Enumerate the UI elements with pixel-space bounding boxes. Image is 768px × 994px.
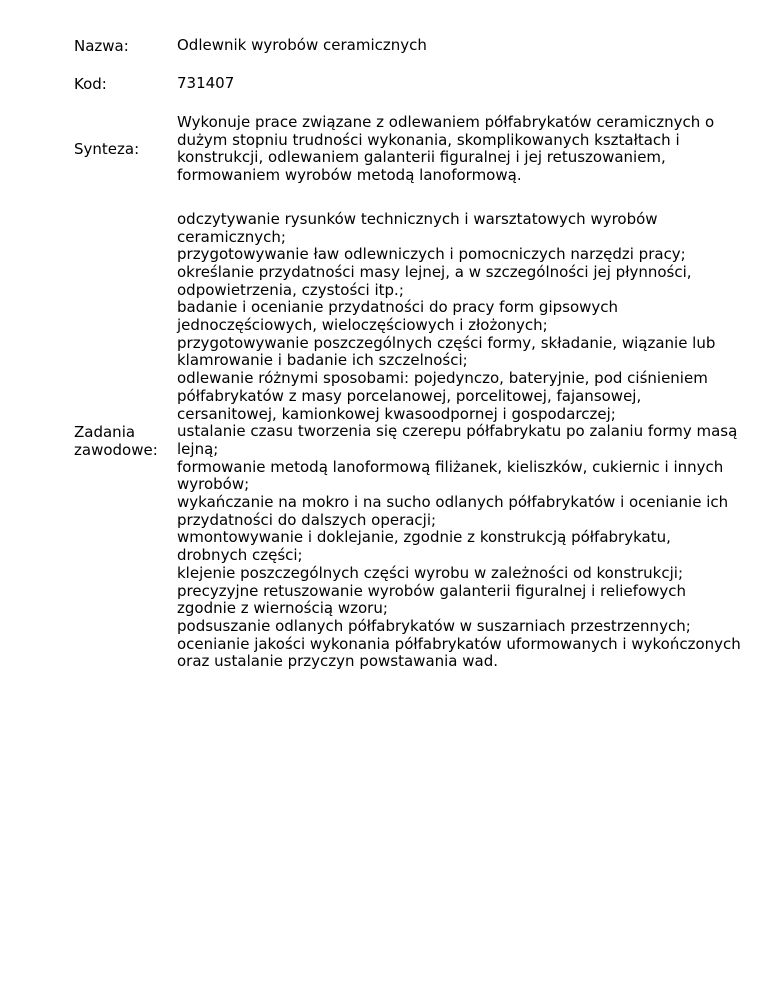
- task-item: wykańczanie na mokro i na sucho odlanych półfabrykatów i ocenianie ich przydatności do dalszych operacji;: [177, 493, 729, 529]
- synthesis-value: Wykonuje prace związane z odlewaniem półfabrykatów ceramicznych o dużym stopniu trudności wykonania, skomplikowanych kształtach i konstrukcji, odlewaniem galanterii figuralnej i jej retuszowaniem, formowaniem wyrobów metodą lanoformową.: [177, 113, 715, 185]
- task-item: ocenianie jakości wykonania półfabrykatów uformowanych i wykończonych oraz ustalanie przyczyn powstawania wad.: [177, 634, 741, 671]
- tasks-list: [177, 211, 744, 671]
- task-item: badanie i ocenianie przydatności do pracy form gipsowych jednoczęściowych, wieloczęściowych i złożonych;: [177, 298, 619, 335]
- synthesis-label: Synteza:: [74, 140, 140, 159]
- task-item: formowanie metodą lanoformową filiżanek, kieliszków, cukiernic i innych wyrobów;: [177, 457, 724, 494]
- code-label: Kod:: [74, 75, 107, 93]
- code-row: [74, 68, 744, 100]
- code-value: 731407: [177, 74, 235, 93]
- occupation-record: [74, 30, 744, 671]
- name-value: Odlewnik wyrobów ceramicznych: [177, 36, 427, 55]
- tasks-label: [74, 423, 177, 459]
- task-item: ustalanie czasu tworzenia się czerepu półfabrykatu po zalaniu formy masą lejną;: [177, 422, 738, 458]
- task-item: klejenie poszczególnych części wyrobu w zależności od konstrukcji;: [177, 563, 684, 582]
- task-item: przygotowywanie ław odlewniczych i pomocniczych narzędzi pracy;: [177, 245, 686, 264]
- task-item: podsuszanie odlanych półfabrykatów w suszarniach przestrzennych;: [177, 616, 691, 635]
- task-item: odczytywanie rysunków technicznych i warsztatowych wyrobów ceramicznych;: [177, 209, 658, 246]
- tasks-label-line1: Zadania: [74, 422, 136, 441]
- task-item: przygotowywanie poszczególnych części formy, składanie, wiązanie lub klamrowanie i badanie ich szczelności;: [177, 333, 716, 370]
- tasks-label-line2: zawodowe:: [74, 440, 158, 459]
- synthesis-row: [74, 114, 744, 185]
- task-item: precyzyjne retuszowanie wyrobów galanterii figuralnej i reliefowych zgodnie z wiernością wzoru;: [177, 581, 687, 618]
- task-item: odlewanie różnymi sposobami: pojedynczo, bateryjnie, pod ciśnieniem półfabrykatów z masy porcelanowej, porcelitowej, fajansowej, cersanitowej, kamionkowej kwasoodpornej i gospodarczej;: [177, 369, 708, 423]
- name-label: Nazwa:: [74, 37, 129, 55]
- tasks-row: [74, 211, 744, 671]
- task-item: określanie przydatności masy lejnej, a w szczególności jej płynności, odpowietrzenia, czystości itp.;: [177, 262, 692, 299]
- task-item: wmontowywanie i doklejanie, zgodnie z konstrukcją półfabrykatu, drobnych części;: [177, 528, 671, 565]
- name-row: [74, 30, 744, 62]
